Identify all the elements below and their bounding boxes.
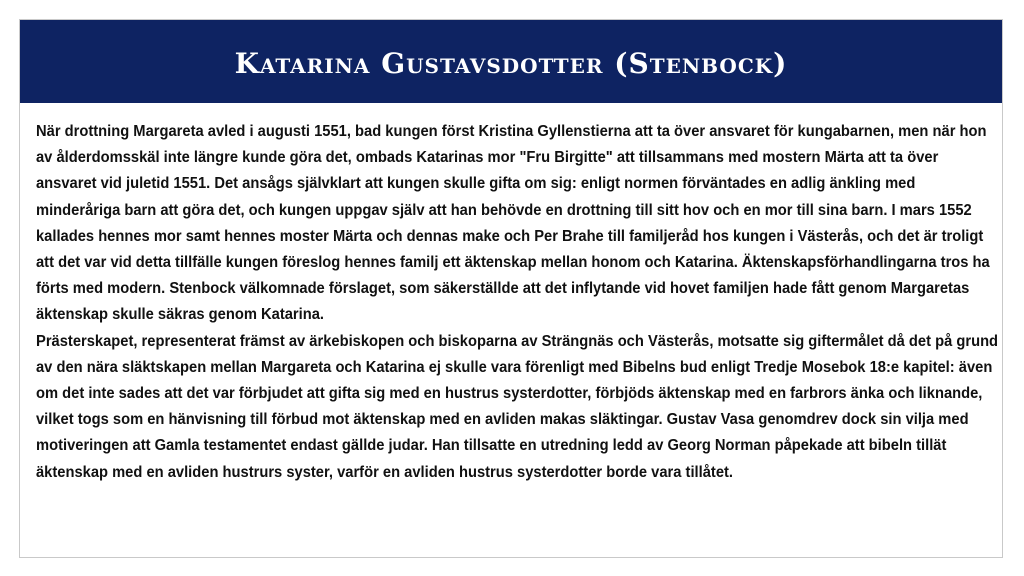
slide-body — [36, 119, 1000, 486]
title-bar — [20, 20, 1002, 103]
body-paragraph-2: Prästerskapet, representerat främst av ärkebiskopen och biskoparna av Strängnäs och Västerås, motsatte sig giftermålet då det på grund av den nära släktskapen mellan Margareta och Katarina ej skulle vara förenligt med Bibelns bud enligt Tredje Mosebok 18:e kapitel: även om det inte sades att det var förbjudet att gifta sig med en hustrus systerdotter, förbjöds äktenskap med en farbrors änka och liknande, vilket togs som en hänvisning till förbud mot äktenskap med en avliden makas släktingar. Gustav Vasa genomdrev dock sin vilja med motiveringen att Gamla testamentet endast gällde judar. Han tillsatte en utredning ledd av Georg Norman påpekade att bibeln tillät äktenskap med en avliden hustrurs syster, varför en avliden hustrus systerdotter borde vara tillåtet. — [36, 332, 999, 481]
slide-title: Katarina Gustavsdotter (Stenbock) — [234, 46, 788, 80]
body-paragraph-1: När drottning Margareta avled i augusti 1551, bad kungen först Kristina Gyllenstierna att ta över ansvaret för kungabarnen, men när hon av ålderdomsskäl inte längre kunde göra det, ombads Katarinas mor "Fru Birgitte" att tillsammans med mostern Märta att ta över ansvaret vid juletid 1551. Det ansågs självklart att kungen skulle gifta om sig: enligt normen förväntades en adlig änkling med minderåriga barn att göra det, och kungen uppgav själv att han behövde en drottning till sitt hov och en mor till sina barn. I mars 1552 kallades hennes mor samt hennes moster Märta och dennas make och Per Brahe till familjeråd hos kungen i Västerås, och det är troligt att det var vid detta tillfälle kungen föreslog hennes familj ett äktenskap mellan honom och Katarina. Äktenskapsförhandlingarna tros ha förts med modern. Stenbock välkomnade förslaget, som säkerställde att det inflytande vid hovet familjen hade fått genom Margaretas äktenskap skulle säkras genom Katarina. — [36, 123, 990, 324]
slide — [19, 19, 1003, 558]
